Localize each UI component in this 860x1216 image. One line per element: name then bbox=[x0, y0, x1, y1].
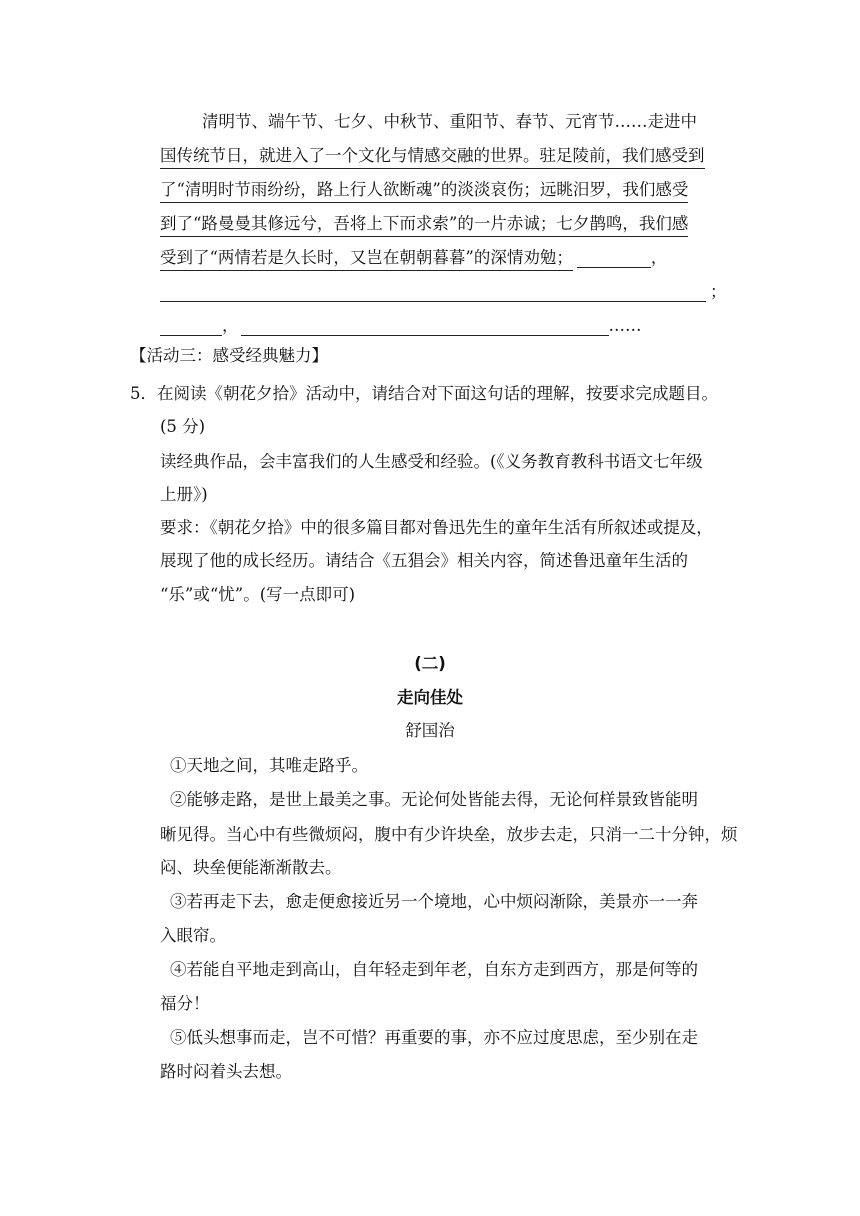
paragraph-4-line-2: 福分！ bbox=[160, 994, 210, 1013]
poem-line-2: 国传统节日，就进入了一个文化与情感交融的世界。驻足陵前，我们感受到 bbox=[160, 146, 705, 166]
activity-heading: 【活动三：感受经典魅力】 bbox=[130, 346, 328, 365]
passage-author: 舒国治 bbox=[405, 721, 455, 740]
poem-line-6: ； bbox=[160, 282, 727, 302]
paragraph-3-line-1: ③若再走下去，愈走便愈接近另一个境地，心中烦闷渐除，美景亦一一奔 bbox=[170, 892, 698, 911]
poem-line-1: 清明节、端午节、七夕、中秋节、重阳节、春节、元宵节……走进中 bbox=[202, 112, 697, 131]
paragraph-5-line-2: 路时闷着头去想。 bbox=[160, 1062, 292, 1081]
poem-line-3: 了“清明时节雨纷纷，路上行人欲断魂”的淡淡哀伤；远眺汨罗，我们感受 bbox=[160, 180, 688, 200]
question-5-quote-1: 读经典作品，会丰富我们的人生感受和经验。(《义务教育教科书语文七年级 bbox=[160, 452, 703, 471]
paragraph-1: ①天地之间，其唯走路乎。 bbox=[170, 756, 368, 775]
answer-blank-4[interactable] bbox=[241, 317, 609, 336]
paragraph-5-line-1: ⑤低头想事而走，岂不可惜？再重要的事，亦不应过度思虑，至少别在走 bbox=[170, 1028, 698, 1047]
paragraph-2-line-3: 闷、块垒便能渐渐散去。 bbox=[160, 858, 342, 877]
section-number: (二) bbox=[414, 654, 446, 673]
answer-blank-3[interactable] bbox=[160, 317, 222, 336]
question-5-line-1: 5．在阅读《朝花夕拾》活动中，请结合对下面这句话的理解，按要求完成题目。 bbox=[130, 384, 718, 403]
poem-line-5: 受到了“两情若是久长时，又岂在朝朝暮暮”的深情劝勉； ， bbox=[160, 248, 667, 268]
question-5-req-3: “乐”或“忧”。(写一点即可) bbox=[160, 585, 356, 604]
passage-title: 走向佳处 bbox=[397, 688, 463, 707]
question-5-points: (5 分) bbox=[160, 417, 206, 436]
poem-line-7: ， …… bbox=[160, 316, 642, 336]
paragraph-3-line-2: 入眼帘。 bbox=[160, 926, 226, 945]
question-5-req-2: 展现了他的成长经历。请结合《五猖会》相关内容，简述鲁迅童年生活的 bbox=[160, 551, 688, 570]
question-5-req-1: 要求：《朝花夕拾》中的很多篇目都对鲁迅先生的童年生活有所叙述或提及， bbox=[160, 518, 713, 537]
poem-line-4: 到了“路曼曼其修远兮，吾将上下而求索”的一片赤诚；七夕鹊鸣，我们感 bbox=[160, 214, 688, 234]
answer-blank-1[interactable] bbox=[577, 249, 651, 268]
paragraph-4-line-1: ④若能自平地走到高山，自年轻走到年老，自东方走到西方，那是何等的 bbox=[170, 960, 698, 979]
question-5-quote-2: 上册》) bbox=[160, 485, 208, 504]
answer-blank-2[interactable] bbox=[160, 283, 706, 302]
paragraph-2-line-1: ②能够走路，是世上最美之事。无论何处皆能去得，无论何样景致皆能明 bbox=[170, 790, 698, 809]
paragraph-2-line-2: 晰见得。当心中有些微烦闷，腹中有少许块垒，放步去走，只消一二十分钟，烦 bbox=[160, 825, 738, 844]
